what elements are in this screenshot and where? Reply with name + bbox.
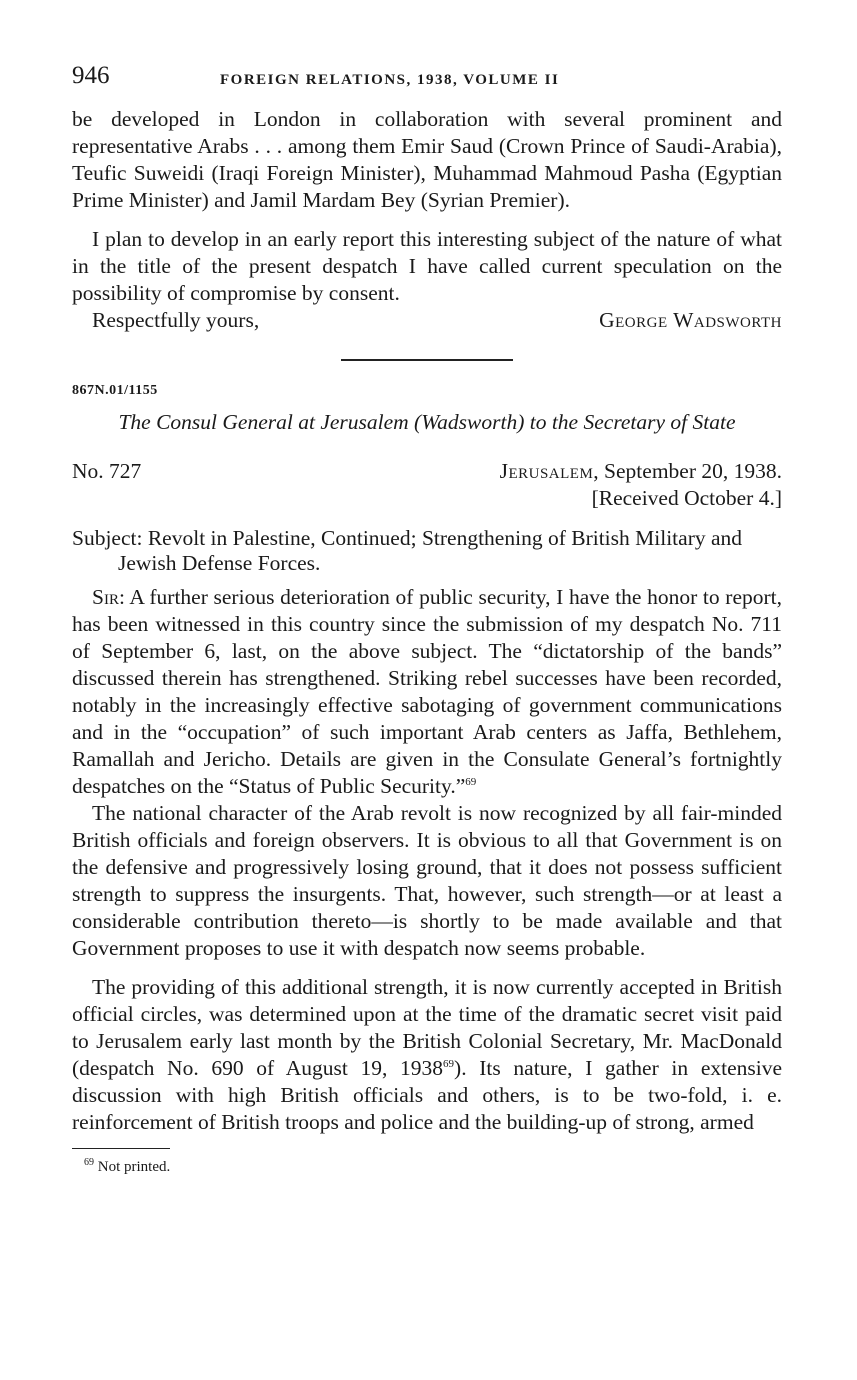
document-page	[72, 62, 782, 1176]
body-paragraph-3	[72, 974, 782, 1136]
footnote-reference: 69	[465, 775, 477, 788]
salutation: Sir	[92, 585, 119, 609]
footnote-reference: 69	[443, 1057, 455, 1070]
received-date: [Received October 4.]	[591, 486, 782, 510]
running-title: FOREIGN RELATIONS, 1938, VOLUME II	[220, 72, 560, 88]
continued-paragraph: be developed in London in collaboration with several prominent and representative Arabs . . . among them Emir Saud (Crown Prince of Saudi-Arabia), Teufic Suweidi (Iraqi Foreign Minister), Muhammad Mahmoud Pasha (Egyptian Prime Minister) and Jamil Mardam Bey (Syrian Premier).	[72, 107, 782, 212]
date: , September 20, 1938.	[593, 459, 782, 483]
page-number: 946	[72, 62, 110, 89]
complimentary-close: Respectfully yours,	[92, 308, 260, 332]
despatch-number: No. 727	[72, 459, 142, 483]
subject-line: Subject: Revolt in Palestine, Continued; Strengthening of British Military and Jewish Defense Forces.	[72, 526, 743, 575]
dateline	[72, 458, 782, 516]
body-paragraph-2: The national character of the Arab revolt is now recognized by all fair-minded British officials and foreign observers. It is obvious to all that Government is on the defensive and progressively losing ground, that it does not possess sufficient strength to suppress the insurgents. That, however, such strength—or at least a considerable contribution thereto—is shortly to be made available and that Government proposes to use it with despatch now seems probable.	[72, 801, 782, 960]
section-divider	[341, 359, 513, 361]
closing-block	[72, 307, 782, 337]
place-name: Jerusalem	[499, 459, 594, 483]
document-heading: The Consul General at Jerusalem (Wadsworth) to the Secretary of State	[118, 410, 736, 434]
signature: George Wadsworth	[599, 308, 782, 332]
body-paragraph-3-text-b: ). Its nature, I gather in extensive discussion with high British officials and others, is to be two-fold, i. e. reinforcement of British troops and police and the building-up of strong, armed	[72, 1056, 783, 1134]
body-paragraph-1	[72, 584, 782, 800]
plan-paragraph: I plan to develop in an early report this interesting subject of the nature of what in the title of the present despatch I have called current speculation on the possibility of compromise by consent.	[72, 227, 782, 305]
footnote-marker: 69	[84, 1157, 94, 1168]
footnote-text: Not printed.	[97, 1159, 171, 1175]
body-paragraph-1-text: : A further serious deterioration of public security, I have the honor to report, has been witnessed in this country since the submission of my despatch No. 711 of September 6, last, on the above subject. The “dictatorship of the bands” discussed therein has strengthened. Striking rebel successes have been recorded, notably in the increasingly effective sabotaging of government communications and in the “occupation” of such important Arab centers as Jaffa, Bethlehem, Ramallah and Jericho. Details are given in the Consulate General’s fortnightly despatches on the “Status of Public Security.”	[72, 585, 782, 798]
footnote	[72, 1159, 782, 1176]
footnote-divider	[72, 1148, 170, 1149]
page-header	[72, 62, 782, 106]
file-number: 867N.01/1155	[72, 383, 158, 398]
place-date	[500, 458, 782, 485]
body-paragraph-3-text-a: The providing of this additional strength, it is now currently accepted in British official circles, was determined upon at the time of the dramatic secret visit paid to Jerusalem early last month by the British Colonial Secretary, Mr. MacDonald (despatch No. 690 of August 19, 1938	[72, 975, 782, 1080]
